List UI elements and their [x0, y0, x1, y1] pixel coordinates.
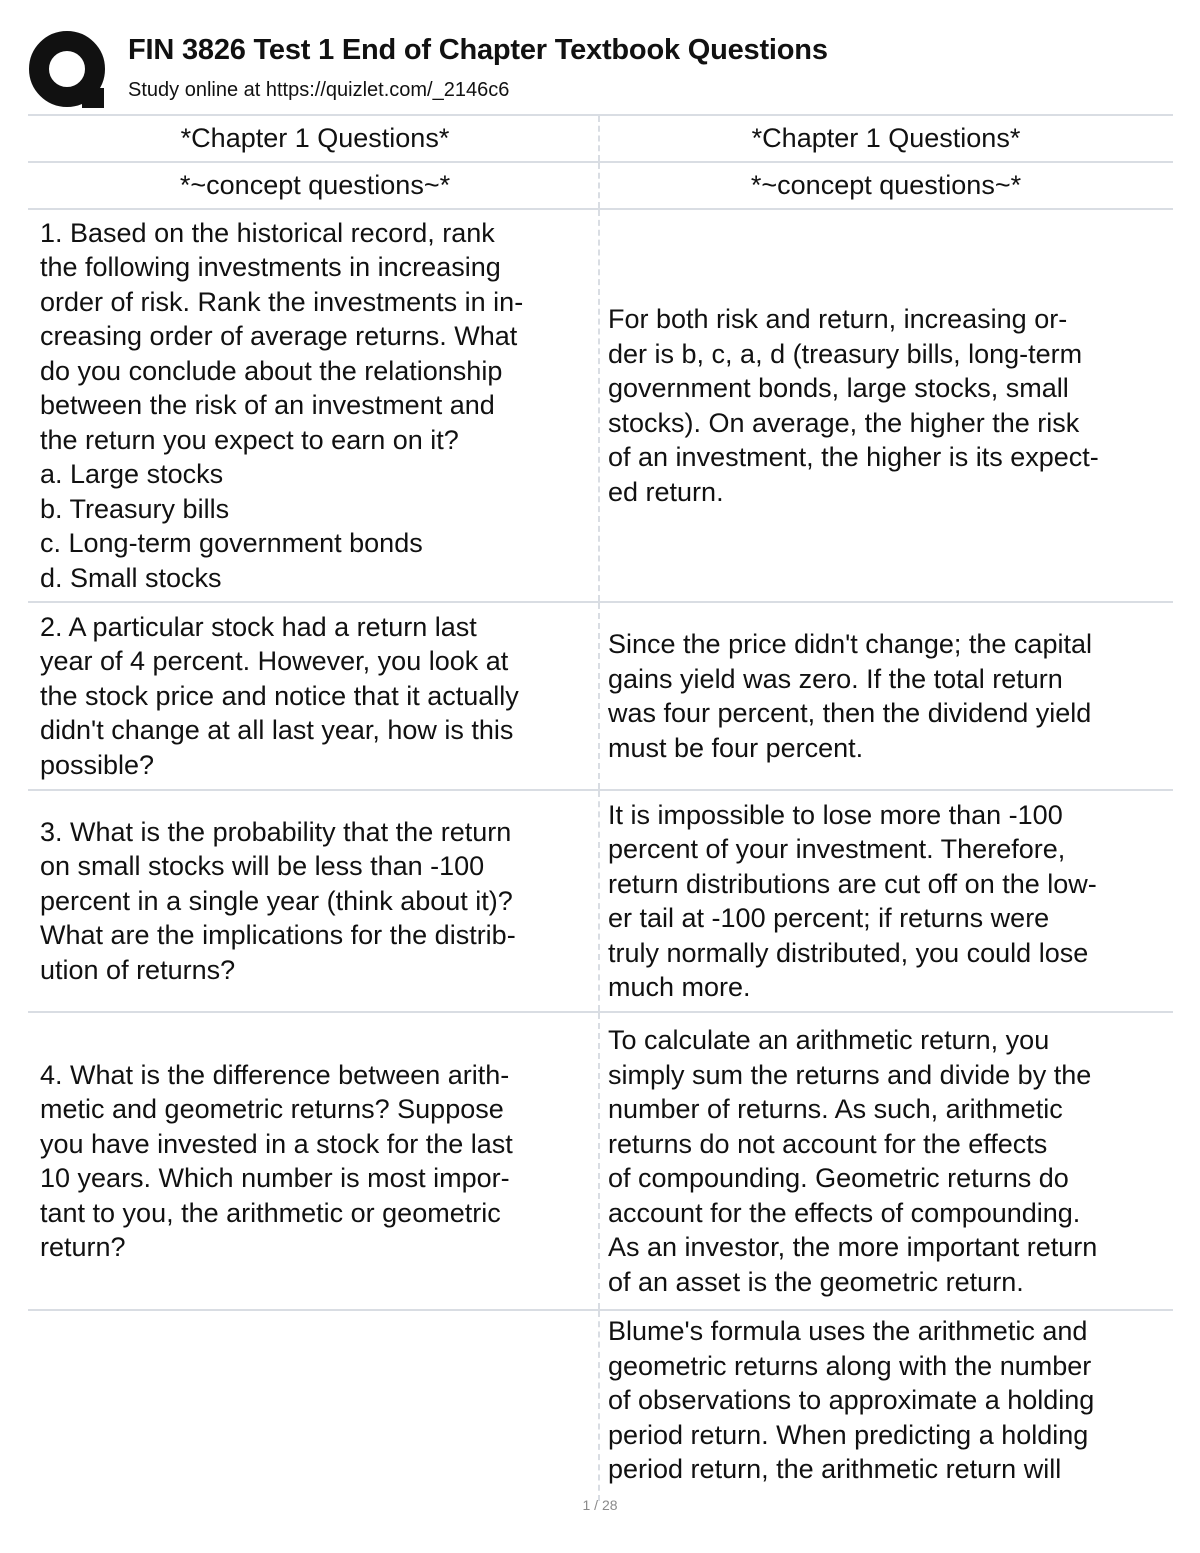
answer-text-line: Since the price didn't change; the capital — [608, 629, 1092, 659]
answer-text-line: of an asset is the geometric return. — [608, 1266, 1024, 1297]
answer-text-line: geometric returns along with the number — [608, 1350, 1092, 1381]
answer-text-line: To calculate an arithmetic return, you — [608, 1025, 1050, 1055]
question-text-line: 2. A particular stock had a return last — [40, 611, 477, 642]
page-number: 1 / 28 — [582, 1497, 618, 1513]
question-cell — [28, 1311, 600, 1501]
answer-text-line: of observations to approximate a holding — [608, 1385, 1095, 1415]
answer-text-line: der is b, c, a, d (treasury bills, long-term — [608, 338, 1083, 369]
question-cell — [28, 1013, 600, 1309]
answer-text-line: It is impossible to lose more than -100 — [608, 799, 1063, 830]
question-text-line: a. Large stocks — [40, 459, 224, 490]
answer-text-line: of an investment, the higher is its expect- — [608, 442, 1099, 472]
answer-text-line: truly normally distributed, you could lose — [608, 937, 1089, 968]
answer-text-line: returns do not account for the effects — [608, 1128, 1048, 1159]
question-text-line: on small stocks will be less than -100 — [40, 851, 485, 882]
document-title: FIN 3826 Test 1 End of Chapter Textbook Questions — [128, 34, 828, 66]
question-cell — [28, 791, 600, 1011]
question-text-line: percent in a single year (think about it)? — [40, 885, 513, 916]
question-text-line: the stock price and notice that it actually — [40, 680, 519, 711]
answer-cell — [600, 791, 1172, 1011]
answer-text-line: account for the effects of compounding. — [608, 1197, 1081, 1228]
answer-text-line: return distributions are cut off on the low- — [608, 868, 1097, 899]
question-cell — [28, 603, 600, 789]
study-online-link[interactable]: Study online at https://quizlet.com/_2146c6 — [128, 79, 510, 101]
question-text-line: year of 4 percent. However, you look at — [40, 646, 509, 677]
question-text-line: 3. What is the probability that the return — [40, 816, 512, 847]
answer-text-line: gains yield was zero. If the total return — [608, 663, 1063, 694]
question-text-line: you have invested in a stock for the last — [40, 1128, 513, 1159]
question-cell — [28, 210, 600, 601]
subheader-questions: *~concept questions~* — [28, 163, 600, 208]
question-text-line: possible? — [40, 749, 155, 780]
answer-cell — [600, 210, 1172, 601]
answer-text-line: period return, the arithmetic return will — [608, 1454, 1062, 1484]
answer-text-line: of compounding. Geometric returns do — [608, 1163, 1069, 1193]
question-text-line: creasing order of average returns. What — [40, 321, 518, 352]
question-text-line: the return you expect to earn on it? — [40, 424, 459, 455]
question-text-line: return? — [40, 1232, 126, 1262]
table-row — [28, 791, 1173, 1013]
question-text-line: 1. Based on the historical record, rank — [40, 217, 495, 248]
question-text-line: 4. What is the difference between arith- — [40, 1059, 510, 1090]
answer-cell — [600, 1311, 1172, 1501]
answer-text-line: number of returns. As such, arithmetic — [608, 1094, 1063, 1124]
question-text-line: c. Long-term government bonds — [40, 528, 423, 559]
answer-text-line: er tail at -100 percent; if returns were — [608, 903, 1050, 933]
subheader-answers: *~concept questions~* — [750, 170, 1022, 200]
answer-text-line: simply sum the returns and divide by the — [608, 1059, 1092, 1090]
column-header-questions: *Chapter 1 Questions* — [28, 116, 600, 161]
question-text-line: b. Treasury bills — [40, 493, 230, 524]
column-header-answers: *Chapter 1 Questions* — [751, 123, 1021, 153]
question-text-line: between the risk of an investment and — [40, 390, 495, 421]
question-text-line: d. Small stocks — [40, 562, 222, 593]
table-row — [28, 603, 1173, 791]
answer-text-line: For both risk and return, increasing or- — [608, 304, 1068, 334]
answer-cell — [600, 1013, 1172, 1309]
answer-text-line: period return. When predicting a holding — [608, 1419, 1089, 1450]
table-header-row — [28, 116, 1173, 163]
question-text-line: order of risk. Rank the investments in in- — [40, 286, 524, 317]
answer-text-line: stocks). On average, the higher the risk — [608, 407, 1080, 438]
question-text-line: didn't change at all last year, how is this — [40, 715, 514, 746]
question-text-line: tant to you, the arithmetic or geometric — [40, 1197, 501, 1228]
question-text-line: the following investments in increasing — [40, 252, 501, 283]
answer-text-line: Blume's formula uses the arithmetic and — [608, 1316, 1088, 1346]
answer-text-line: government bonds, large stocks, small — [608, 373, 1069, 403]
quizlet-q-logo-icon — [28, 30, 110, 112]
answer-text-line: was four percent, then the dividend yield — [608, 698, 1092, 728]
answer-cell — [600, 603, 1172, 789]
answer-text-line: As an investor, the more important return — [608, 1232, 1098, 1262]
question-text-line: ution of returns? — [40, 954, 236, 985]
question-text-line: do you conclude about the relationship — [40, 355, 503, 386]
table-row — [28, 210, 1173, 603]
answer-text-line: ed return. — [608, 476, 724, 507]
table-row — [28, 1013, 1173, 1311]
answer-text-line: must be four percent. — [608, 732, 864, 763]
answer-text-line: percent of your investment. Therefore, — [608, 834, 1066, 864]
table-subheader-row — [28, 163, 1173, 210]
question-text-line: metic and geometric returns? Suppose — [40, 1094, 504, 1124]
table-row — [28, 1311, 1173, 1501]
qa-table — [28, 114, 1173, 1501]
answer-text-line: much more. — [608, 972, 751, 1002]
document-header — [28, 28, 1178, 112]
question-text-line: 10 years. Which number is most impor- — [40, 1163, 510, 1193]
question-text-line: What are the implications for the distrib- — [40, 920, 516, 951]
